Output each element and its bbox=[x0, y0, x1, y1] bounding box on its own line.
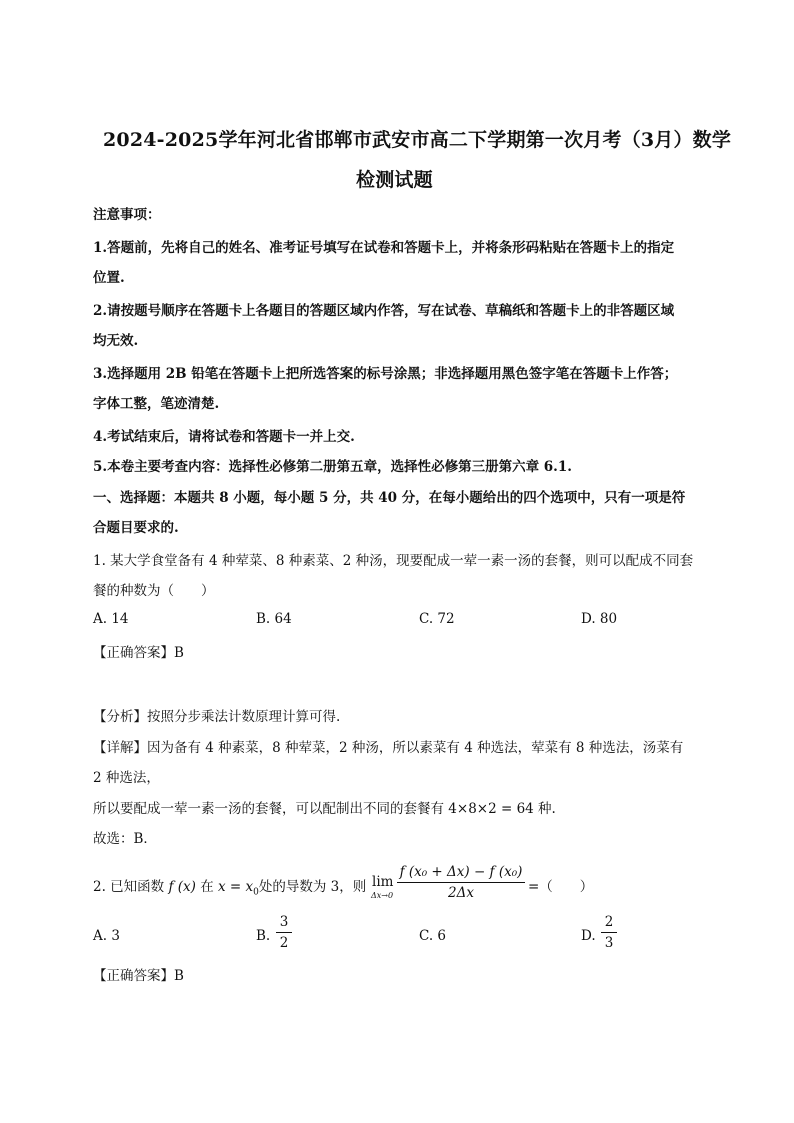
notice-line: 5.本卷主要考查内容：选择性必修第二册第五章，选择性必修第三册第六章 6.1. bbox=[93, 459, 572, 475]
q1-detail: 故选：B． bbox=[93, 831, 157, 847]
q2-lim-sub: Δx→0 bbox=[371, 891, 394, 900]
q2-option-b-num: 3 bbox=[279, 914, 289, 930]
q1-detail: 【详解】因为备有 4 种素菜，8 种荤菜，2 种汤，所以素菜有 4 种选法，荤菜有 8 种选法，汤菜有 bbox=[93, 740, 684, 756]
notice-line: 3.选择题用 2B 铅笔在答题卡上把所选答案的标号涂黑；非选择题用黑色签字笔在答题卡上作答； bbox=[93, 366, 678, 382]
q2-lim: lim bbox=[372, 874, 394, 890]
notice-heading: 注意事项： bbox=[93, 207, 161, 223]
q2-stem-text: 2. 已知函数 bbox=[93, 879, 165, 895]
q1-detail: 2 种选法， bbox=[93, 770, 160, 786]
fraction-bar bbox=[397, 882, 525, 883]
section-heading: 合题目要求的. bbox=[93, 520, 179, 536]
question-1-stem: 餐的种数为（ ） bbox=[93, 583, 215, 599]
q2-stem-text: 处的导数为 3，则 bbox=[258, 879, 367, 895]
notice-line: 2.请按题号顺序在答题卡上各题目的答题区域内作答，写在试卷、草稿纸和答题卡上的非答题区域 bbox=[93, 303, 675, 319]
q2-option-d-label: D. bbox=[581, 928, 596, 944]
q2-option-d-den: 3 bbox=[604, 935, 614, 951]
q1-option-a: A. 14 bbox=[93, 611, 129, 627]
section-heading: 一、选择题：本题共 8 小题，每小题 5 分，共 40 分，在每小题给出的四个选项中，只有一项是符 bbox=[93, 490, 686, 506]
notice-line: 1.答题前，先将自己的姓名、准考证号填写在试卷和答题卡上，并将条形码粘贴在答题卡上的指定 bbox=[93, 240, 675, 256]
notice-line: 字体工整，笔迹清楚. bbox=[93, 396, 220, 412]
q2-function: f (x) bbox=[168, 879, 196, 895]
q2-option-b-den: 2 bbox=[279, 935, 289, 951]
q2-answer: 【正确答案】B bbox=[93, 968, 184, 984]
q2-denominator: 2Δx bbox=[448, 885, 474, 901]
q2-stem-text: 在 bbox=[200, 879, 214, 895]
q1-detail: 所以要配成一荤一素一汤的套餐，可以配制出不同的套餐有 4×8×2 = 64 种. bbox=[93, 801, 556, 817]
q2-option-b-label: B. bbox=[256, 928, 271, 944]
q2-point-sub: 0 bbox=[253, 887, 259, 898]
notice-line: 位置. bbox=[93, 270, 125, 286]
q2-option-c: C. 6 bbox=[419, 928, 447, 944]
q2-numerator: f (x₀ + Δx) − f (x₀) bbox=[399, 864, 523, 880]
q1-option-c: C. 72 bbox=[419, 611, 455, 627]
q2-option-b-fraction bbox=[276, 914, 292, 951]
q1-answer: 【正确答案】B bbox=[93, 645, 184, 661]
q2-point: x = x bbox=[218, 879, 254, 895]
title-line-1: 2024-2025学年河北省邯郸市武安市高二下学期第一次月考（3月）数学 bbox=[103, 129, 732, 151]
q1-analysis: 【分析】按照分步乘法计数原理计算可得. bbox=[93, 709, 341, 725]
q2-tail: =（ ） bbox=[528, 879, 594, 895]
title-line-2: 检测试题 bbox=[356, 169, 433, 191]
q1-option-d: D. 80 bbox=[581, 611, 618, 627]
notice-line: 4.考试结束后，请将试卷和答题卡一并上交. bbox=[93, 429, 355, 445]
question-2-stem bbox=[93, 875, 366, 898]
notice-line: 均无效. bbox=[93, 333, 139, 349]
fraction-bar bbox=[601, 932, 617, 933]
q2-option-d-fraction bbox=[601, 914, 617, 951]
q2-option-d-num: 2 bbox=[604, 914, 614, 930]
question-1-stem: 1. 某大学食堂备有 4 种荤菜、8 种素菜、2 种汤，现要配成一荤一素一汤的套餐，则可以配成不同套 bbox=[93, 553, 694, 569]
q2-option-a: A. 3 bbox=[93, 928, 120, 944]
fraction-bar bbox=[276, 932, 292, 933]
q1-option-b: B. 64 bbox=[256, 611, 292, 627]
q2-limit-fraction bbox=[397, 864, 525, 901]
